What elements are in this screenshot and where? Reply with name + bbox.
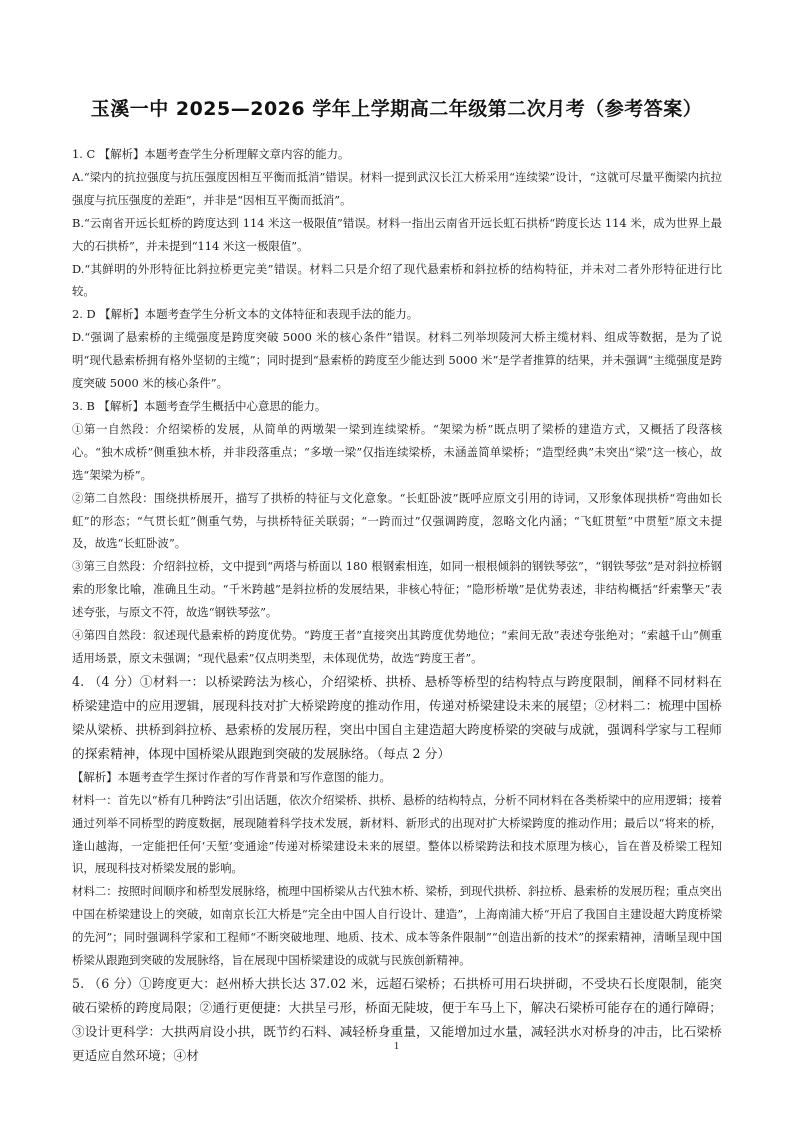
paragraph-q2-answer: 2. D 【解析】本题考查学生分析文本的文体特征和表现手法的能力。 (72, 307, 419, 322)
paragraph-q1-answer: 1. C 【解析】本题考查学生分析理解文章内容的能力。 (72, 147, 350, 161)
answer-body (72, 143, 722, 1068)
paragraph-q3-point-4: ④第四自然段：叙述现代悬索桥的跨度优势。“跨度王者”直接突出其跨度优势地位；“索间无敌”表述夸张绝对；“索越千山”侧重适用场景，原文未强调；“现代悬索”仅点明类型，未体现优势，故选“跨度王者”。 (72, 628, 722, 665)
paragraph-q1-option-d: D.“其鲜明的外形特征比斜拉桥更完美”错误。材料二只是介绍了现代悬索桥和斜拉桥的结构特征，并未对二者外形特征进行比较。 (72, 261, 722, 299)
page-number: 1 (393, 1040, 400, 1052)
paragraph-q3-point-2: ②第二自然段：围绕拱桥展开，描写了拱桥的特征与文化意象。“长虹卧波”既呼应原文引用的诗词，又形象体现拱桥“弯曲如长虹”的形态；“气贯长虹”侧重气势，与拱桥特征关联弱；“一跨而过”仅强调跨度，忽略文化内涵；“飞虹贯堑”中贯堑”原文未提及，故选“长虹卧波”。 (72, 490, 722, 551)
paragraph-q3-point-3: ③第三自然段：介绍斜拉桥，文中提到“两塔与桥面以 180 根钢索相连，如同一根根倾斜的钢铁琴弦”，“钢铁琴弦”是对斜拉桥钢索的形象比喻，准确且生动。“千米跨越”是斜拉桥的发展结果，非核心特征；“隐形桥墩”是优势表述，非结构概括“纤索擎天”表述夸张，与原文不符，故选“钢铁琴弦”。 (72, 559, 722, 620)
paragraph-q2-option-d: D.“强调了悬索桥的主缆强度是跨度突破 5000 米的核心条件”错误。材料二列举坝陵河大桥主缆材料、组成等数据，是为了说明“现代悬索桥拥有格外坚韧的主缆”；同时提到“悬索桥的跨度至少能达到 5000 米”是学者推算的结果，并未强调“主缆强度是跨度突破 5000 米的核心条件”。 (72, 330, 722, 391)
paragraph-q5-answer: 5. （6 分）①跨度更大：赵州桥大拱长达 37.02 米，远超石梁桥；石拱桥可用石块拼砌，不受块石长度限制，能突破石梁桥的跨度局限；②通行更便捷：大拱呈弓形，桥面无陡坡，便于车马上下，解决石梁桥可能存在的通行障碍；③设计更科学：大拱两肩设小拱，既节约石料、减轻桥身重量，又能增加过水量，减轻洪水对桥身的冲击，比石梁桥更适应自然环境；④材 (72, 976, 722, 1063)
paragraph-q3-point-1: ①第一自然段：介绍梁桥的发展，从简单的两墩架一梁到连续梁桥。“架梁为桥”既点明了梁桥的建造方式，又概括了段落核心。“独木成桥”侧重独木桥，并非段落重点；“多墩一梁”仅指连续梁桥，未涵盖简单梁桥；“造型经典”未突出“梁”这一核心，故选“架梁为桥”。 (72, 421, 722, 482)
paragraph-q4-analysis: 【解析】本题考查学生探讨作者的写作背景和写作意图的能力。 (72, 769, 391, 784)
paragraph-q3-answer: 3. B 【解析】本题考查学生概括中心意思的能力。 (72, 398, 327, 413)
paragraph-q4-material-1: 材料一：首先以“桥有几种跨法”引出话题，依次介绍梁桥、拱桥、悬桥的结构特点，分析不同材料在各类桥梁中的应用逻辑；接着通过列举不同桥型的跨度数据，展现随着科学技术发展，新材料、新形式的出现对扩大桥梁跨度的推动作用；最后以“将来的桥，逢山越海，一定能把任何‘天堑’变通途”传递对桥梁建设未来的展望。整体以桥梁跨法和技术原理为核心，旨在普及桥梁工程知识，展现科技对桥梁发展的影响。 (72, 792, 722, 876)
paragraph-q1-option-a: A.“梁内的抗拉强度与抗压强度因相互平衡而抵消”错误。材料一提到武汉长江大桥采用“连续梁”设计，“这就可尽量平衡梁内抗拉强度与抗压强度的差距”，并非是“因相互平衡而抵消”。 (72, 169, 722, 207)
paragraph-q4-answer: 4. （4 分）①材料一：以桥梁跨法为核心，介绍梁桥、拱桥、悬桥等桥型的结构特点与跨度限制，阐释不同材料在桥梁建造中的应用逻辑，展现科技对扩大桥梁跨度的推动作用，传递对桥梁建设未来的展望；②材料二：梳理中国桥梁从梁桥、拱桥到斜拉桥、悬索桥的发展历程，突出中国自主建造超大跨度桥梁的突破与成就，强调科学家与工程师的探索精神，体现中国桥梁从跟跑到突破的发展脉络。（每点 2 分） (72, 673, 722, 761)
paragraph-q4-material-2: 材料二：按照时间顺序和桥型发展脉络，梳理中国桥梁从古代独木桥、梁桥，到现代拱桥、斜拉桥、悬索桥的发展历程；重点突出中国在桥梁建设上的突破，如南京长江大桥是“完全由中国人自行设计、建造”，上海南浦大桥“开启了我国自主建设超大跨度桥梁的先河”；同时强调科学家和工程师“不断突破地理、地质、技术、成本等条件限制”“创造出新的技术”的探索精神，清晰呈现中国桥梁从跟跑到突破的发展脉络，旨在展现中国桥梁建设的成就与民族创新精神。 (72, 884, 722, 968)
page-title: 玉溪一中 2025—2026 学年上学期高二年级第二次月考（参考答案） (90, 98, 703, 120)
paragraph-q1-option-b: B.“云南省开远长虹桥的跨度达到 114 米这一极限值”错误。材料一指出云南省开远长虹石拱桥“跨度长达 114 米，成为世界上最大的石拱桥”，并未提到“114 米这一极限值”。 (72, 215, 722, 253)
